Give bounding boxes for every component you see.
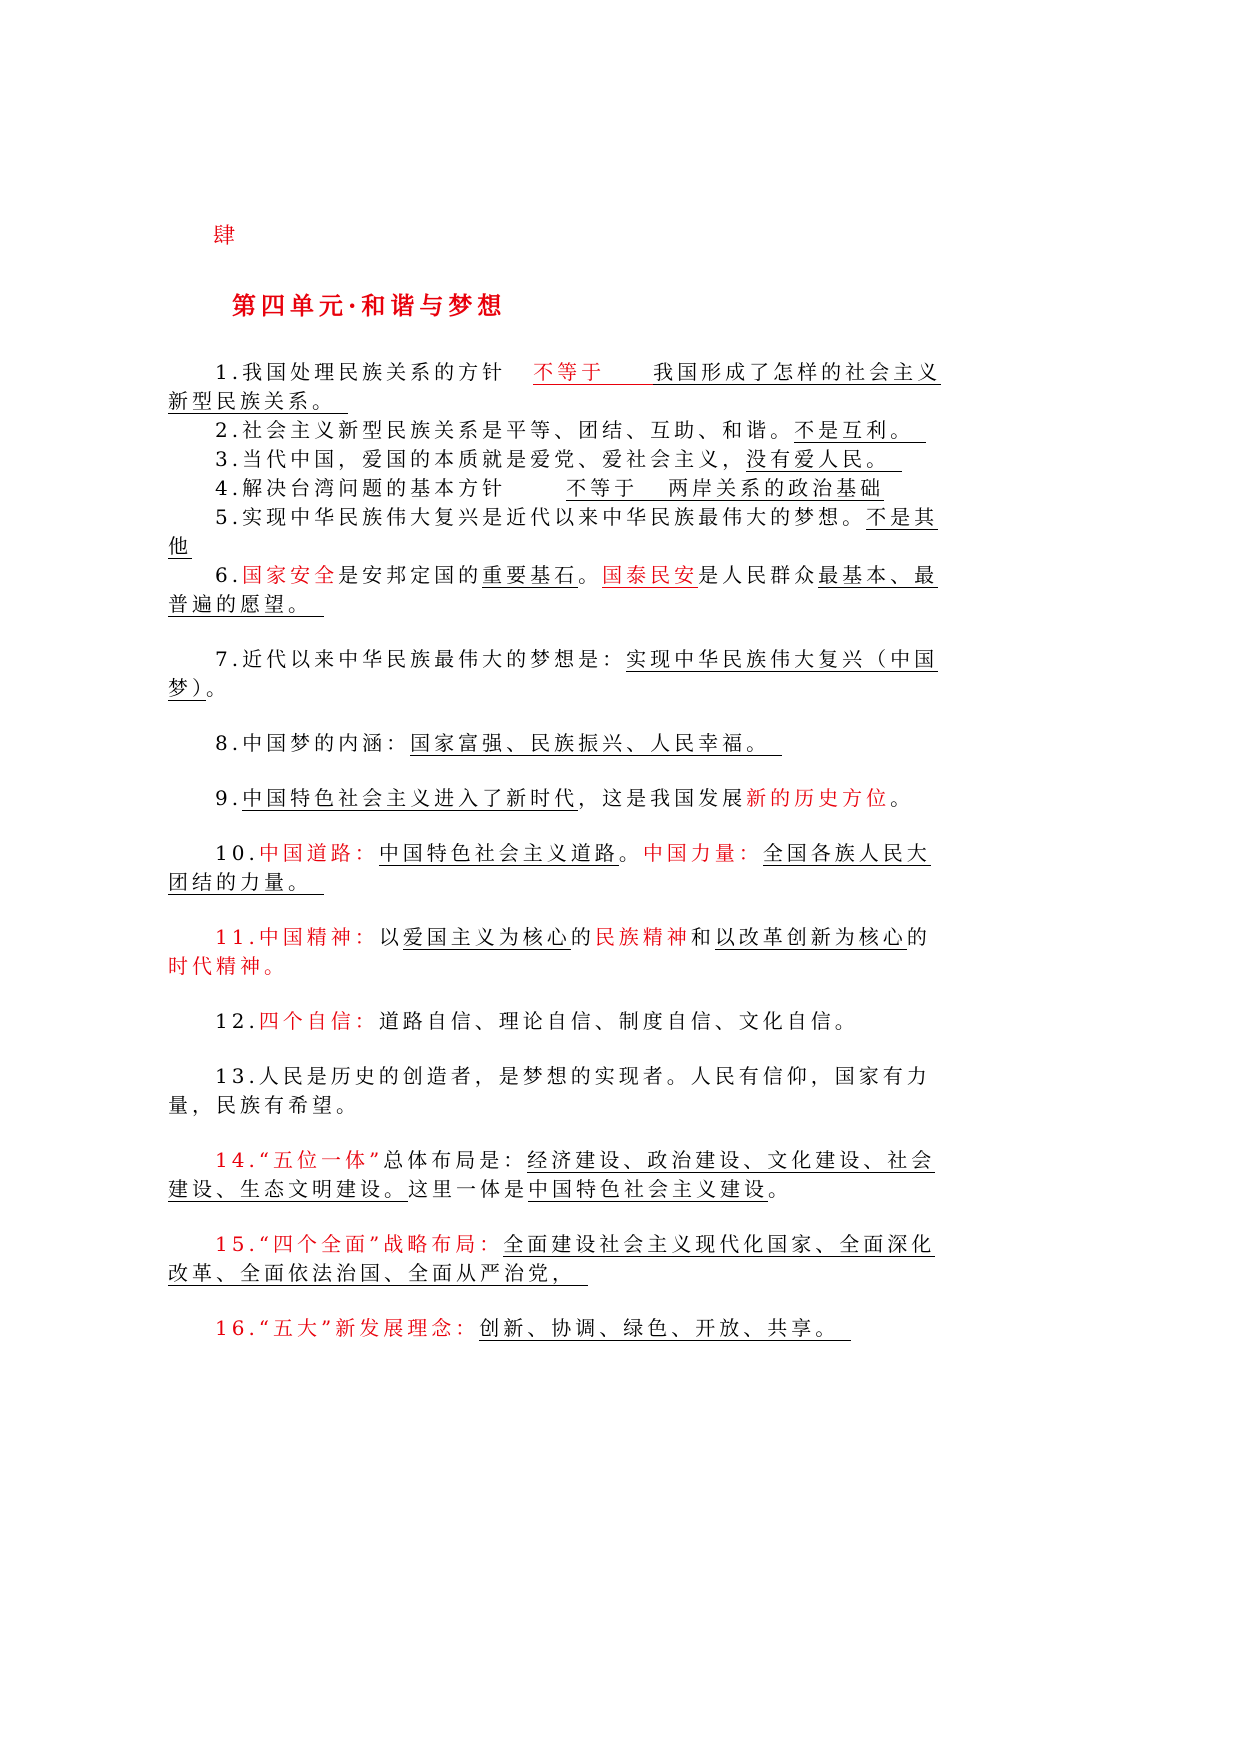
underlined-answer: 重要基石 <box>482 563 579 587</box>
list-item <box>168 923 950 981</box>
item-text: 。 <box>768 1177 792 1201</box>
highlighted-term: 中国力量： <box>642 841 763 865</box>
item-text: 4.解决台湾问题的基本方针 <box>215 476 507 500</box>
underlined-answer: 实现中华民族伟大复兴（中国梦） <box>168 647 939 700</box>
highlighted-term: 国家安全 <box>242 563 339 587</box>
highlighted-term: 14.“五位一体” <box>215 1148 384 1172</box>
underlined-answer: 不等于 <box>566 476 668 501</box>
item-text: 总体布局是： <box>383 1148 528 1172</box>
item-text: 以 <box>378 925 403 949</box>
item-text: 的 <box>906 925 931 949</box>
knowledge-point-list <box>168 358 950 1343</box>
highlighted-term: 四个自信： <box>258 1009 379 1033</box>
item-text: 2.社会主义新型民族关系是平等、团结、互助、和谐。 <box>215 418 795 442</box>
highlighted-term: 新的历史方位 <box>746 786 891 810</box>
underlined-answer: 全面建设社会主义现代化国家、全面深化改革、全面依法治国、全面从严治党， <box>168 1232 936 1285</box>
item-text: 7.近代以来中华民族最伟大的梦想是： <box>215 647 627 671</box>
item-text: 5.实现中华民族伟大复兴是近代以来中华民族最伟大的梦想。 <box>215 505 867 529</box>
underlined-answer: 中国特色社会主义进入了新时代 <box>242 786 579 810</box>
item-text: 的 <box>570 925 595 949</box>
section-ordinal: 肆 <box>213 224 236 249</box>
underlined-answer: 创新、协调、绿色、开放、共享。 <box>479 1316 851 1341</box>
item-text: 6. <box>215 563 243 587</box>
list-item <box>168 784 950 813</box>
list-item <box>168 1314 950 1343</box>
underlined-answer: 不是其他 <box>168 505 939 558</box>
item-text: 。 <box>618 841 643 865</box>
underlined-answer: 没有爱人民。 <box>746 447 902 472</box>
item-text: 1.我国处理民族关系的方针 <box>215 360 507 384</box>
underlined-answer: 国家富强、民族振兴、人民幸福。 <box>410 731 782 756</box>
item-text: 是安邦定国的 <box>338 563 483 587</box>
list-item <box>168 839 950 897</box>
highlighted-underlined-answer: 不等于 <box>533 360 653 385</box>
underlined-answer: 不是互利。 <box>794 418 926 443</box>
underlined-answer: 全国各族人民大团结的力量。 <box>168 841 931 894</box>
list-item <box>168 503 950 561</box>
item-text: 。 <box>578 563 603 587</box>
item-text: 和 <box>690 925 715 949</box>
item-text: 是人民群众 <box>698 563 819 587</box>
item-text: 这里一体是 <box>408 1177 528 1201</box>
page-title: 第四单元·和谐与梦想 <box>232 291 507 320</box>
list-item <box>168 1062 950 1120</box>
highlighted-term: 15.“四个全面”战略布局： <box>215 1232 504 1256</box>
highlighted-term: 11.中国精神： <box>215 925 379 949</box>
item-text: 。 <box>206 676 230 700</box>
underlined-answer: 我国形成了怎样的社会主义新型民族关系。 <box>168 360 942 413</box>
item-text: 10. <box>215 841 259 865</box>
list-item <box>168 416 950 445</box>
list-item <box>168 645 950 703</box>
list-item <box>168 445 950 474</box>
item-text: 12. <box>215 1009 259 1033</box>
highlighted-term: 16.“五大”新发展理念： <box>215 1316 480 1340</box>
underlined-answer: 经济建设、政治建设、文化建设、社会建设、生态文明建设。 <box>168 1148 936 1201</box>
list-item <box>168 1146 950 1204</box>
item-text: 13.人民是历史的创造者，是梦想的实现者。人民有信仰，国家有力量，民族有希望。 <box>168 1064 931 1117</box>
item-text: 3.当代中国，爱国的本质就是爱党、爱社会主义， <box>215 447 747 471</box>
highlighted-term: 中国道路： <box>258 841 379 865</box>
list-item <box>168 1230 950 1288</box>
underlined-answer: 以改革创新为核心 <box>714 925 907 949</box>
underlined-answer: 中国特色社会主义道路 <box>378 841 619 865</box>
list-item <box>168 729 950 758</box>
underlined-answer: 最基本、最普遍的愿望。 <box>168 563 939 616</box>
list-item <box>168 358 950 416</box>
list-item <box>168 1007 950 1036</box>
item-text: ，这是我国发展 <box>578 786 747 810</box>
list-item <box>168 561 950 619</box>
item-text: 。 <box>890 786 915 810</box>
highlighted-term: 民族精神 <box>594 925 691 949</box>
list-item <box>168 474 950 503</box>
underlined-answer: 爱国主义为核心 <box>402 925 571 949</box>
item-text: 8.中国梦的内涵： <box>215 731 411 755</box>
underlined-answer: 两岸关系的政治基础 <box>668 476 885 500</box>
item-text: 9. <box>215 786 243 810</box>
highlighted-term: 时代精神。 <box>168 954 288 978</box>
item-text: 道路自信、理论自信、制度自信、文化自信。 <box>378 1009 859 1033</box>
highlighted-underlined-answer: 国泰民安 <box>602 563 699 587</box>
underlined-answer: 中国特色社会主义建设 <box>528 1177 768 1201</box>
